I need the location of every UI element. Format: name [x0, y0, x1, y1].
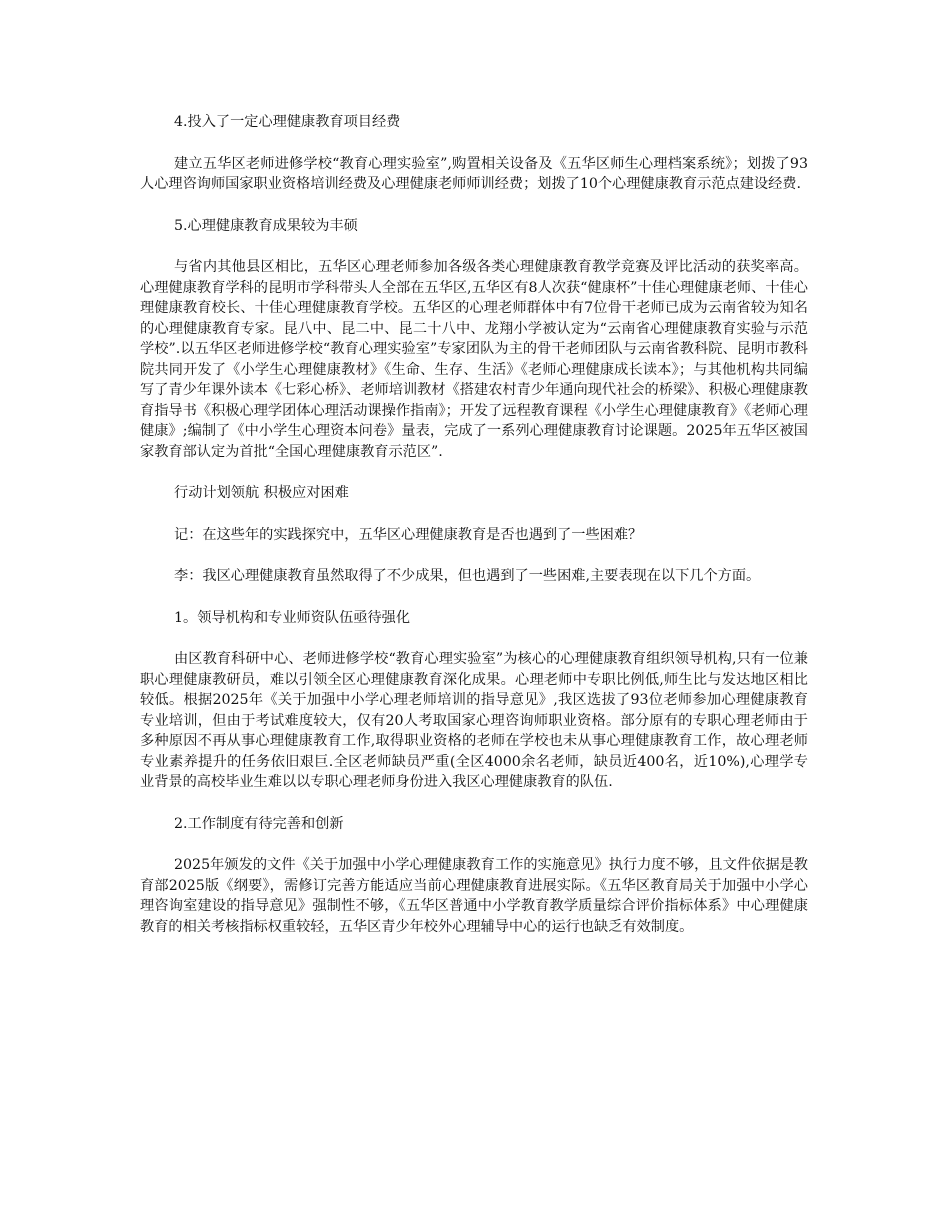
document-body	[140, 112, 808, 958]
interview-answer: 李：我区心理健康教育虽然取得了不少成果，但也遇到了一些困难,主要表现在以下几个方面。	[174, 568, 761, 584]
section-heading: 1。领导机构和专业师资队伍亟待强化	[174, 609, 411, 626]
section-heading: 2.工作制度有待完善和创新	[174, 815, 344, 832]
section-heading: 5.心理健康教育成果较为丰硕	[174, 217, 358, 234]
body-paragraph: 2025年颁发的文件《关于加强中小学心理健康教育工作的实施意见》执行力度不够，且文件依据是教育部2025版《纲要》，需修订完善方能适应当前心理健康教育进展实际。《五华区教育局关于加强中小学心理咨询室建设的指导意见》强制性不够，《五华区普通中小学教育教学质量综合评价指标体系》中心理健康教育的相关考核指标权重较轻，五华区青少年校外心理辅导中心的运行也缺乏有效制度。	[140, 857, 808, 935]
body-paragraph: 建立五华区老师进修学校“教育心理实验室”,购置相关设备及《五华区师生心理档案系统》；划拨了93人心理咨询师国家职业资格培训经费及心理健康老师师训经费；划拨了10个心理健康教育示范点建设经费.	[140, 155, 808, 192]
interview-question: 记：在这些年的实践探究中，五华区心理健康教育是否也遇到了一些困难？	[174, 526, 643, 543]
body-paragraph: 由区教育科研中心、老师进修学校“教育心理实验室”为核心的心理健康教育组织领导机构,只有一位兼职心理健康教研员，难以引领全区心理健康教育深化成果。心理老师中专职比例低,师生比与发达地区相比较低。根据2025年《关于加强中小学心理老师培训的指导意见》,我区选拔了93位老师参加心理健康教育专业培训，但由于考试难度较大，仅有20人考取国家心理咨询师职业资格。部分原有的专职心理老师由于多种原因不再从事心理健康教育工作,取得职业资格的老师在学校也未从事心理健康教育工作，故心理老师专业素养提升的任务依旧艰巨.全区老师缺员严重(全区4000余名老师，缺员近400名，近10%),心理学专业背景的高校毕业生难以以专职心理老师身份进入我区心理健康教育的队伍.	[140, 651, 808, 790]
body-paragraph: 与省内其他县区相比，五华区心理老师参加各级各类心理健康教育教学竞赛及评比活动的获奖率高。心理健康教育学科的昆明市学科带头人全部在五华区,五华区有8人次获“健康杯”十佳心理健康老师、十佳心理健康教育校长、十佳心理健康教育学校。五华区的心理老师群体中有7位骨干老师已成为云南省较为知名的心理健康教育专家。昆八中、昆二中、昆二十八中、龙翔小学被认定为“云南省心理健康教育实验与示范学校”.以五华区老师进修学校“教育心理实验室”专家团队为主的骨干老师团队与云南省教科院、昆明市教科院共同开发了《小学生心理健康教材》《生命、生存、生活》《老师心理健康成长读本》；与其他机构共同编写了青少年课外读本《七彩心桥》、老师培训教材《搭建农村青少年通向现代社会的桥梁》、积极心理健康教育指导书《积极心理学团体心理活动课操作指南》；开发了远程教育课程《小学生心理健康教育》《老师心理健康》;编制了《中小学生心理资本问卷》量表，完成了一系列心理健康教育讨论课题。2025年五华区被国家教育部认定为首批“全国心理健康教育示范区”.	[140, 259, 808, 460]
section-heading: 4.投入了一定心理健康教育项目经费	[174, 114, 401, 130]
subtitle: 行动计划领航 积极应对困难	[174, 485, 349, 501]
